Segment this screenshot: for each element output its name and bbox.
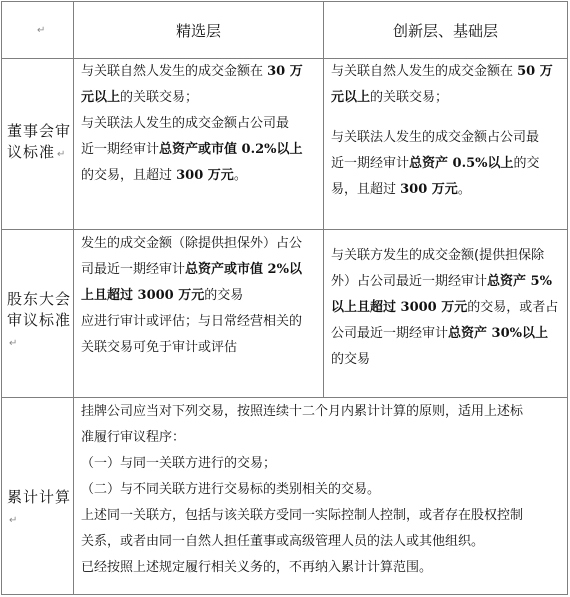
header-chuangxin-jichu: 创新层、基础层 [392,21,498,40]
bold-run: 300 万元 [400,182,458,197]
bold-run: 30%以上 [491,326,548,341]
cell-board-chuangxin [331,59,566,203]
text-run: 的关联交易； [370,90,449,105]
text-run: 近一期经审计 [81,142,160,157]
text-run: 应进行审计或评估；与日常经营相关的 [81,314,303,329]
text-line [81,503,566,529]
text-line [81,231,321,257]
cell-shareholders-chuangxin [331,243,566,373]
bold-run: 3000 万元 [137,288,205,303]
text-line [81,257,321,283]
text-line [81,137,321,163]
row-label-shareholders [7,289,73,354]
bold-run: 总资产或市值 [159,142,242,157]
text-line [331,125,566,151]
text-line [81,111,321,137]
text-run: 与关联自然人发生的成交金额在 [81,64,268,79]
text-run: 的交易 [331,352,371,367]
text-run: 易，且超过 [331,182,401,197]
cell-cumulative-span [81,399,566,581]
bold-run: 元以上 [331,90,371,105]
text-run: 公司最近一期经审计 [331,326,449,341]
text-line [81,59,321,85]
bold-run: 3000 万元 [400,300,468,315]
text-run: 关系，或者由同一自然人担任董事或高级管理人员的法人或其他组织。 [81,534,485,549]
text-line [331,177,566,203]
text-run: 的交易，且超过 [81,168,177,183]
row-divider [1,397,568,398]
table-border-bottom [1,594,568,595]
text-line [81,309,321,335]
text-run: 。 [233,168,247,183]
table-border-right [567,1,568,595]
row-label-line: 累计计算↵ [7,488,72,526]
text-line [331,347,566,373]
row-divider [1,229,568,230]
text-run: 与关联法人发生的成交金额占公司最 [81,116,290,131]
text-run: 挂牌公司应当对下列交易，按照连续十二个月内累计计算的原则，适用上述标 [81,404,524,419]
text-line [81,335,321,361]
text-line [81,163,321,189]
row-label-board [7,121,73,165]
text-line [81,399,566,425]
text-line [81,85,321,111]
column-divider [323,1,324,397]
cell-board-jingxuan [81,59,321,189]
text-run: 准履行审议程序： [81,430,186,445]
bold-run: 总资产 [409,156,453,171]
bold-run: 元以上 [81,90,121,105]
text-line [81,477,566,503]
text-run: 上述同一关联方，包括与该关联方受同一实际控制人控制，或者存在股权控制 [81,508,524,523]
text-run: （二）与不同关联方进行交易标的类别相关的交易。 [81,482,381,497]
text-run: 与关联自然人发生的成交金额在 [331,64,518,79]
text-run: （一）与同一关联方进行的交易； [81,456,277,471]
text-line [331,59,566,85]
bold-run: 0.2%以上 [241,142,303,157]
text-run: 的关联交易； [120,90,199,105]
paragraph-mark: ↵ [9,338,19,349]
bold-run: 总资产 [448,326,492,341]
bold-run: 0.5%以上 [452,156,514,171]
text-line [331,85,566,111]
text-run: 。 [457,182,471,197]
text-line [331,321,566,347]
text-run: 关联交易可免于审计或评估 [81,340,238,355]
text-line [81,529,566,555]
text-line [81,555,566,581]
corner-paragraph-mark: ↵ [37,25,46,36]
row-label-line: 审议标准↵ [7,311,72,349]
row-label-cumulative [7,487,73,531]
bold-run: 上且超过 [81,288,138,303]
text-run: 已经按照上述规定履行相关义务的，不再纳入累计计算范围。 [81,560,433,575]
bold-run: 50 万 [517,64,553,79]
bold-run: 总资产或市值 2%以 [185,262,302,277]
text-line [81,425,566,451]
text-line [81,283,321,309]
table-border-left [1,1,2,595]
text-run: 外）占公司最近一期经审计 [331,274,488,289]
text-run: 的交易，或者占 [467,300,559,315]
row-label-line: 董事会审 [7,122,72,140]
column-divider [73,1,74,595]
text-line [331,269,566,295]
comparison-table [1,1,568,595]
row-label-line: 议标准 ↵ [7,143,67,161]
row-label-line: 股东大会 [7,290,72,308]
bold-run: 总资产 5% [487,274,552,289]
text-run: 近一期经审计 [331,156,410,171]
text-run: 发生的成交金额（除提供担保外）占公 [81,236,303,251]
text-run: 与关联方发生的成交金额(提供担保除 [331,248,545,263]
text-run: 与关联法人发生的成交金额占公司最 [331,130,540,145]
paragraph-mark: ↵ [57,149,67,160]
text-run: 司最近一期经审计 [81,262,186,277]
text-line [331,243,566,269]
text-line [331,295,566,321]
bold-run: 300 万元 [176,168,234,183]
text-line [81,451,566,477]
bold-run: 30 万 [267,64,303,79]
text-run: 的交易 [204,288,244,303]
text-line [331,151,566,177]
cell-shareholders-jingxuan [81,231,321,361]
bold-run: 以上且超过 [331,300,401,315]
header-jingxuan: 精选层 [175,21,221,40]
text-run: 的交 [513,156,540,171]
paragraph-mark: ↵ [9,515,19,526]
